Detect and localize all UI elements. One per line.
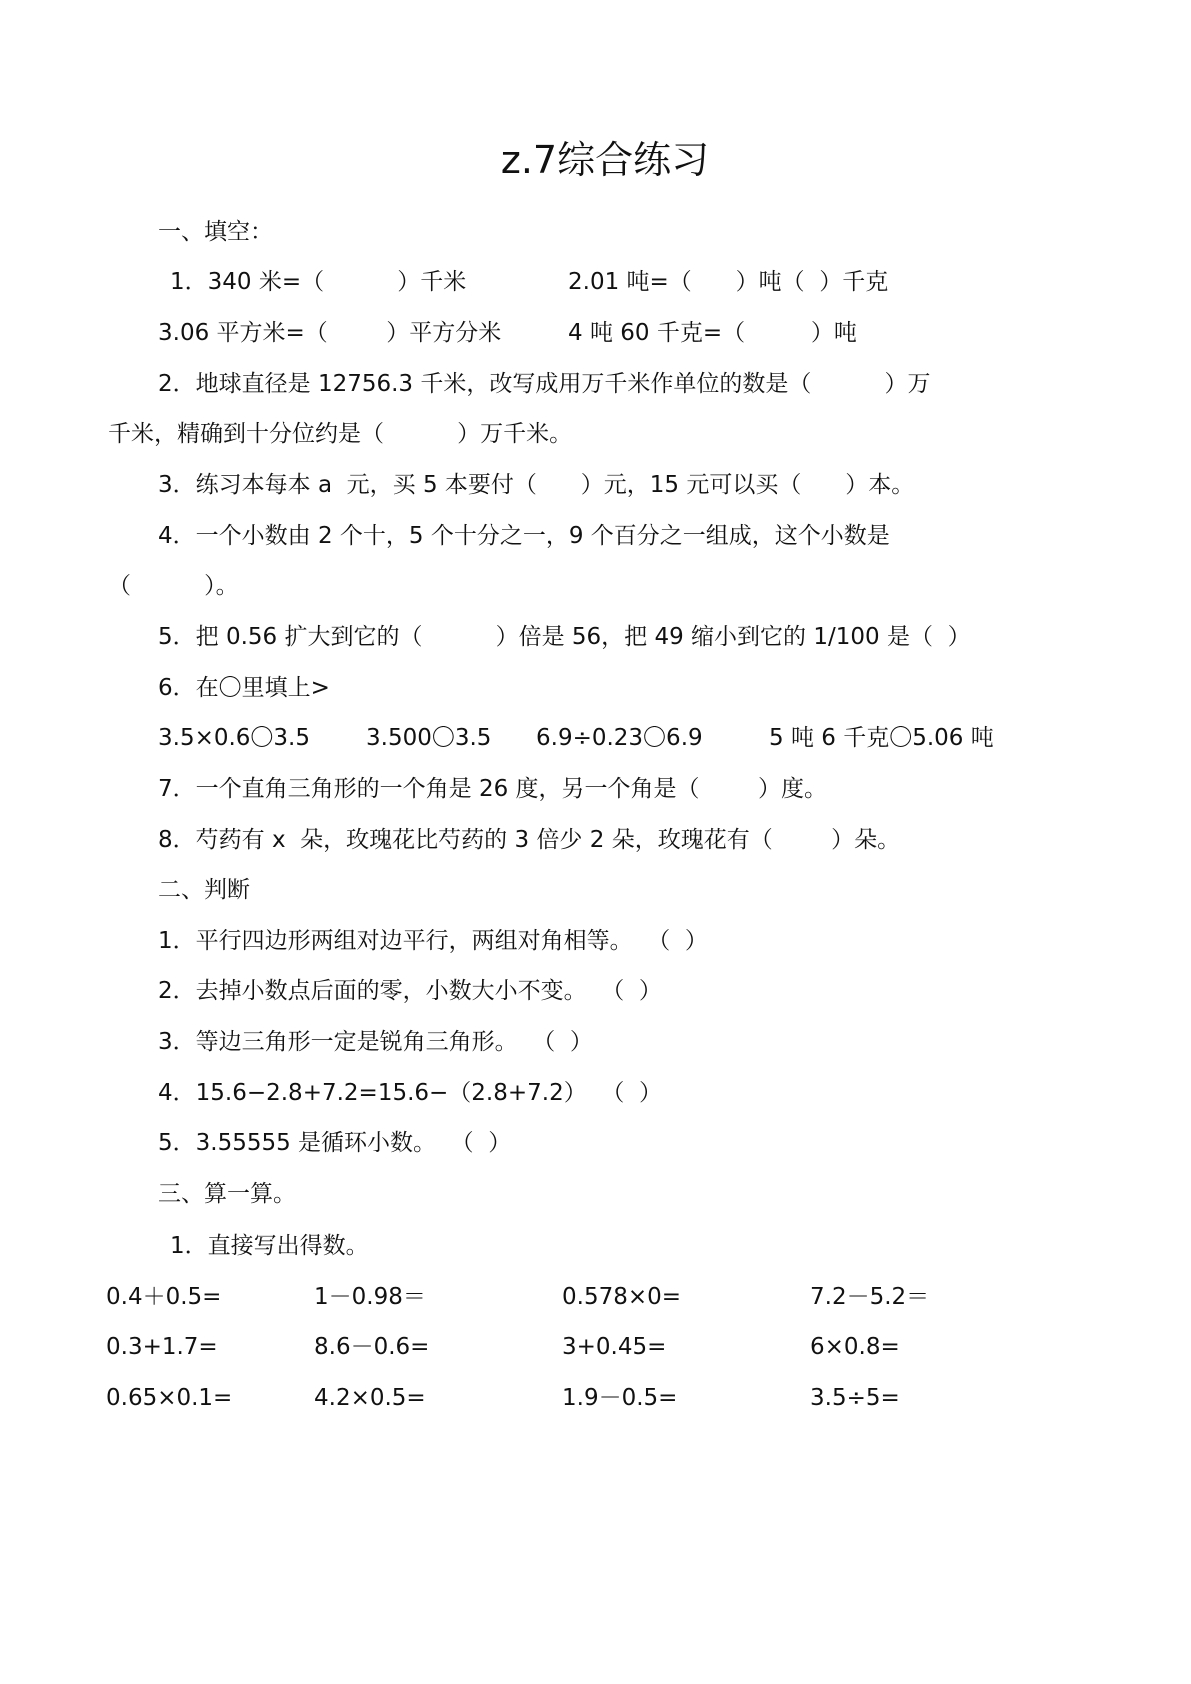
section-heading-calc: 三、算一算。 <box>158 1181 296 1207</box>
question-5: 5．把 0.56 扩大到它的（ ）倍是 56，把 49 缩小到它的 1/100 是（ ） <box>158 624 971 650</box>
question-1b: 2.01 吨=（ ）吨（ ）千克 <box>568 269 889 295</box>
judge-item: 1．平行四边形两组对边平行，两组对角相等。 （ ） <box>158 928 708 954</box>
judge-item: 2．去掉小数点后面的零，小数大小不变。 （ ） <box>158 978 662 1004</box>
question-1a: 1．340 米=（ ）千米 <box>170 269 467 295</box>
page-title: z.7综合练习 <box>500 138 710 182</box>
compare-item: 3.5×0.6〇3.5 <box>158 725 311 751</box>
calc-item: 0.4＋0.5= <box>106 1284 222 1310</box>
question-2: 2．地球直径是 12756.3 千米，改写成用万千米作单位的数是（ ）万 <box>158 371 931 397</box>
question-3: 3．练习本每本 a 元，买 5 本要付（ ）元，15 元可以买（ ）本。 <box>158 472 915 498</box>
calc-item: 0.65×0.1= <box>106 1385 233 1411</box>
calc-item: 3.5÷5= <box>810 1385 900 1411</box>
calc-item: 4.2×0.5= <box>314 1385 426 1411</box>
section-heading-judge: 二、判断 <box>158 877 250 903</box>
calc-item: 0.578×0= <box>562 1284 682 1310</box>
judge-item: 4．15.6−2.8+7.2=15.6−（2.8+7.2） （ ） <box>158 1080 662 1106</box>
question-2-cont: 千米，精确到十分位约是（ ）万千米。 <box>108 421 573 447</box>
question-1c: 3.06 平方米=（ ）平方分米 <box>158 320 502 346</box>
compare-item: 5 吨 6 千克〇5.06 吨 <box>769 725 994 751</box>
calc-item: 1.9－0.5= <box>562 1385 678 1411</box>
calc-item: 7.2－5.2＝ <box>810 1284 930 1310</box>
question-7: 7．一个直角三角形的一个角是 26 度，另一个角是（ ）度。 <box>158 776 828 802</box>
calc-item: 8.6－0.6= <box>314 1334 430 1360</box>
judge-item: 3．等边三角形一定是锐角三角形。 （ ） <box>158 1029 593 1055</box>
question-6: 6．在〇里填上> <box>158 675 330 701</box>
compare-item: 6.9÷0.23〇6.9 <box>536 725 703 751</box>
question-4: 4．一个小数由 2 个十，5 个十分之一，9 个百分之一组成，这个小数是 <box>158 523 890 549</box>
calc-subheading: 1．直接写出得数。 <box>170 1233 369 1259</box>
question-8: 8．芍药有 x 朵，玫瑰花比芍药的 3 倍少 2 朵，玫瑰花有（ ）朵。 <box>158 827 901 853</box>
compare-item: 3.500〇3.5 <box>366 725 492 751</box>
question-4-cont: （ ）。 <box>108 573 239 599</box>
calc-item: 1－0.98＝ <box>314 1284 426 1310</box>
judge-item: 5．3.55555 是循环小数。 （ ） <box>158 1130 512 1156</box>
calc-item: 6×0.8= <box>810 1334 900 1360</box>
calc-item: 3+0.45= <box>562 1334 667 1360</box>
question-1d: 4 吨 60 千克=（ ）吨 <box>568 320 857 346</box>
section-heading-fill-blank: 一、填空： <box>158 219 273 245</box>
calc-item: 0.3+1.7= <box>106 1334 218 1360</box>
